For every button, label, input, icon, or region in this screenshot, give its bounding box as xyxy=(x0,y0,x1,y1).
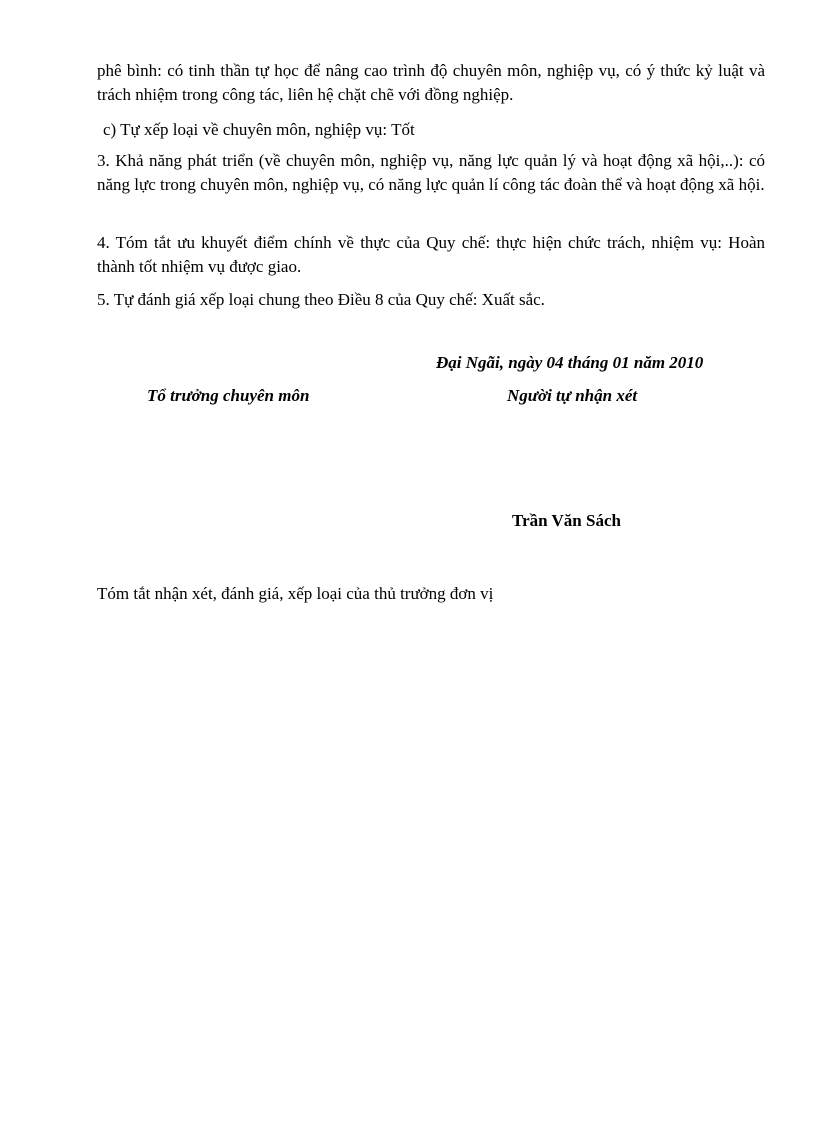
item-5-overall-rating: 5. Tự đánh giá xếp loại chung theo Điều 8 của Quy chế: Xuất sắc. xyxy=(97,290,545,309)
signer-name: Trần Văn Sách xyxy=(512,511,621,530)
item-4-summary: 4. Tóm tắt ưu khuyết điểm chính về thực của Quy chế: thực hiện chức trách, nhiệm vụ: Hoàn thành tốt nhiệm vụ được giao. xyxy=(97,233,765,276)
item-c-self-rating: c) Tự xếp loại về chuyên môn, nghiệp vụ: Tốt xyxy=(103,120,415,139)
place-date: Đại Ngãi, ngày 04 tháng 01 năm 2010 xyxy=(436,353,704,372)
paragraph-continuation: phê bình: có tinh thần tự học để nâng cao trình độ chuyên môn, nghiệp vụ, có ý thức kỷ luật và trách nhiệm trong công tác, liên hệ chặt chẽ với đồng nghiệp. xyxy=(97,61,765,104)
signer-left-title: Tổ trưởng chuyên môn xyxy=(147,386,310,405)
summary-heading: Tóm tắt nhận xét, đánh giá, xếp loại của thủ trưởng đơn vị xyxy=(97,584,494,603)
item-3-development: 3. Khả năng phát triển (về chuyên môn, nghiệp vụ, năng lực quản lý và hoạt động xã hội,..): có năng lực trong chuyên môn, nghiệp vụ, có năng lực quản lí công tác đoàn thể và hoạt động xã hội. xyxy=(97,151,765,194)
signer-right-title: Người tự nhận xét xyxy=(507,386,638,405)
